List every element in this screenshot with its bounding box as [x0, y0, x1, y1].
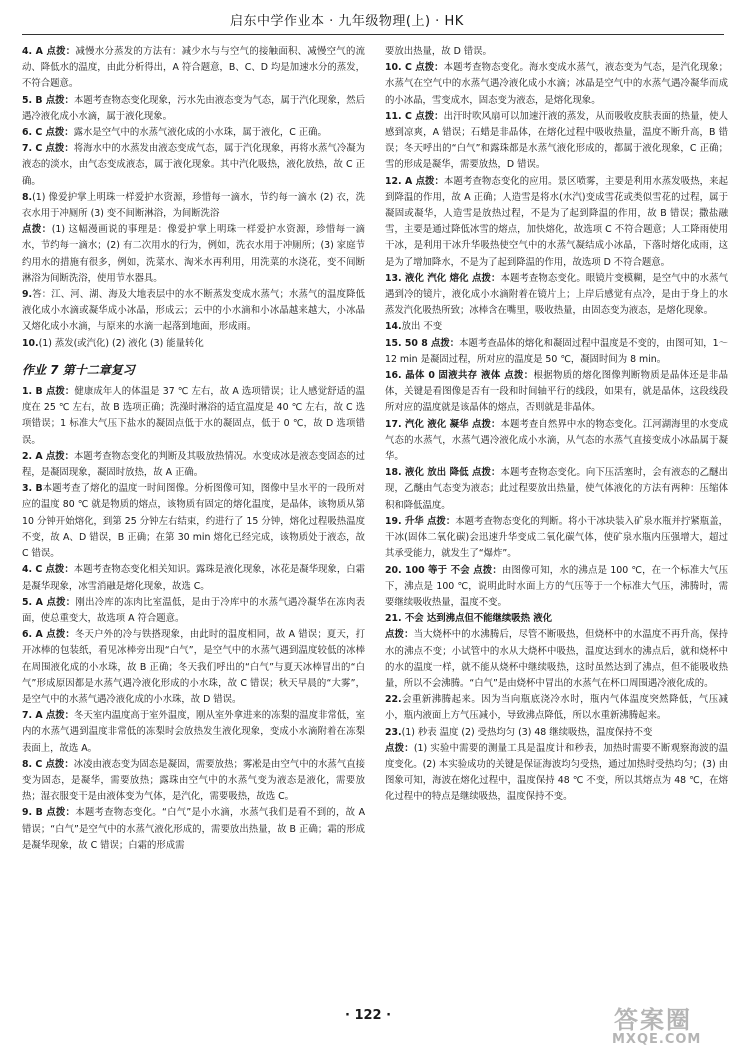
answer-text: 冰凌由液态变为固态是凝固，需要放热；雾凇是由空气中的水蒸气直接变为固态，是凝华，需要放热；露珠由空气中的水蒸气变为液态是液化，需要放热；湿衣服变干是由液体变为气体，是汽化，需要吸热，故选 C。	[22, 758, 365, 803]
answer-head: 4. A 点拨：	[22, 46, 76, 57]
right-column	[385, 44, 728, 806]
answer-head: 6. A 点拨：	[22, 629, 75, 641]
answer-item	[385, 44, 728, 60]
answer-text: 露水是空气中的水蒸气液化成的小水珠，属于液化，C 正确。	[73, 127, 327, 139]
answer-head: 7. A 点拨：	[22, 710, 75, 722]
answer-item	[22, 562, 365, 594]
answer-head: 1. B 点拨：	[22, 386, 75, 398]
answer-text: 本题考查物态变化的应用。景区喷雾，主要是利用水蒸发吸热，来起到降温的作用，故 A 正确；人造雪是将水(水汽)变成雪花或类似雪花的过程，属于凝固或凝华，人造雪是放热过程，不是为了起到降温的作用，故 B 错误；撒盐融雪，主要是通过降低冰雪的熔点，加快熔化，故选项 C 不符合题意；人工降雨使用干冰，是利用干冰升华吸热使空气中的水蒸气凝结成小冰晶，下落时熔化成雨，这是为了增加降水，不是为了起到降温的作用，故选项 D 不符合题意。	[385, 175, 728, 268]
answer-item	[385, 417, 728, 466]
answer-head: 点拨：	[22, 224, 52, 236]
answer-head: 10. C 点拨：	[385, 62, 444, 74]
answer-head: 7. C 点拨：	[22, 143, 74, 155]
answer-head: 22.	[385, 694, 402, 706]
answer-text: 本题考查物态变化。海水变成水蒸气，液态变为气态，是汽化现象；水蒸气在空气中的水蒸气遇冷液化成小水滴；冰晶是空气中的水蒸气遇冷凝华而成的小冰晶，雪变成水，固态变为液态，是熔化现象。	[385, 62, 728, 106]
answer-item	[385, 514, 728, 563]
answer-text: 出汗时吹风扇可以加速汗液的蒸发，从而吸收皮肤表面的热量，使人感到凉爽，A 错误；石蜡是非晶体，在熔化过程中吸收热量，温度不断升高，B 错误；冬天呼出的“白气”和露珠都是水蒸气液化形成的，都属于液化现象，C 正确；雪的形成是凝华，需要放热，D 错误。	[385, 110, 728, 171]
answer-text: 健康成年人的体温是 37 ℃ 左右，故 A 选项错误；让人感觉舒适的温度在 25 ℃ 左右，故 B 选项正确；洗澡时淋浴的适宜温度是 40 ℃ 左右，故 C 选项错误；1 标准大气压下盐水的凝固点低于水的凝固点，低于 0 ℃，故 D 选项错误。	[22, 386, 365, 446]
answer-item	[385, 319, 728, 335]
answer-text: 本题考查物态变化相关知识。露珠是液化现象，冰花是凝华现象，白霜是凝华现象，冰雪消融是熔化现象，故选 C。	[22, 564, 365, 592]
answer-item	[22, 222, 365, 287]
answer-head: 18. 液化 放出 降低 点拨：	[385, 467, 501, 479]
answer-head: 8. C 点拨：	[22, 758, 74, 770]
answer-text: 本题考查物态变化的判断。将小干冰块装入矿泉水瓶并拧紧瓶盖，干冰(固体二氧化碳)会迅速升华变成二氧化碳气体，使矿泉水瓶内压强增大，超过其承受能力，就发生了“爆炸”。	[385, 515, 728, 560]
answer-item	[22, 93, 365, 125]
answer-text: 由图像可知，水的沸点是 100 ℃，在一个标准大气压下，沸点是 100 ℃，说明此时水面上方的气压等于一个标准大气压，沸腾时，需要继续吸收热量，温度不变。	[385, 564, 729, 608]
section-title: 作业 7 第十二章复习	[22, 362, 135, 377]
answer-head: 6. C 点拨：	[22, 127, 74, 139]
answer-item	[22, 708, 365, 757]
answer-item	[22, 141, 365, 190]
answer-item	[22, 384, 365, 449]
answer-head: 13. 液化 汽化 熔化 点拨：	[385, 272, 501, 284]
left-column	[22, 44, 365, 854]
answer-head: 9. B 点拨：	[22, 807, 76, 819]
answer-text: 本题考查物态变化的判断及其吸放热情况。水变成冰是液态变固态的过程，是凝固现象，凝固时放热，故 A 正确。	[22, 450, 365, 479]
answer-item	[385, 627, 728, 692]
answer-item	[22, 336, 365, 352]
answer-text: 减慢水分蒸发的方法有：减少水与与空气的接触面积、减慢空气的流动、降低水的温度，由此分析得出，A 符合题意，B、C、D 均是加速水分的蒸发，不符合题意。	[22, 46, 365, 90]
answer-head: 4. C 点拨：	[22, 564, 74, 576]
answer-list-chapter-review-part1	[22, 44, 365, 352]
answer-head: 14.	[385, 321, 402, 333]
answer-list-right	[385, 44, 728, 806]
answer-text: 将海水中的水蒸发由液态变成气态，属于汽化现象，再将水蒸气冷凝为液态的淡水，由气态变成液态，属于液化现象。其中汽化吸热，液化放热，故 C 正确。	[22, 143, 365, 187]
answer-head: 23.	[385, 726, 402, 738]
answer-text: 本题考查物态变化。“白气”是小水滴，水蒸气我们是看不到的，故 A 错误；“白气”是空气中的水蒸气液化形成的，需要放出热量，故 B 正确；霜的形成是凝华现象，故 C 错误；白霜的形成需	[22, 807, 365, 851]
answer-text: 根据物质的熔化图像判断物质是晶体还是非晶体，关键是看图像是否有一段和时间轴平行的线段，如果有，就是晶体，这段线段所对应的温度就是该晶体的熔点，否则就是非晶体。	[385, 370, 728, 414]
answer-item	[22, 481, 365, 562]
answer-text: 答：江、河、湖、海及大地表层中的水不断蒸发变成水蒸气；水蒸气的温度降低液化成小水滴或凝华成小冰晶，形成云；云中的小水滴和小冰晶越来越大，小冰晶又熔化成小水滴，与原来的水滴一起落到地面，形成雨。	[22, 289, 365, 333]
answer-head: 17. 汽化 液化 凝华 点拨：	[385, 418, 501, 430]
answer-text: (1) 实验中需要的测量工具是温度计和秒表，加热时需要不断观察海波的温度变化。(2) 本实验成功的关键是保证海波均匀受热，通过加热时受热均匀；(3) 由图象可知，海波在熔化过程中，温度保持 48 ℃ 不变，所以其熔点为 48 ℃，在熔化过程中的特点是继续吸热，温度保持不变。	[385, 742, 728, 803]
answer-item	[385, 692, 728, 724]
answer-text: (1) 秒表 温度 (2) 受热均匀 (3) 48 继续吸热，温度保持不变	[401, 726, 653, 738]
answer-head: 5. A 点拨：	[22, 596, 76, 608]
answer-text: 本题考查晶体的熔化和凝固过程中温度是不变的，由图可知，1～12 min 是凝固过程，所对应的温度是 50 ℃，凝固时间为 8 min。	[385, 337, 728, 365]
answer-item	[385, 725, 728, 741]
answer-item	[385, 465, 728, 514]
answer-text: 本题考查物态变化现象，污水先由液态变为气态，属于汽化现象，然后遇冷液化成小水滴，属于液化现象。	[22, 94, 365, 122]
answer-head: 15. 50 8 点拨：	[385, 337, 460, 349]
answer-text: 冬天户外的冷与铁搭现象，由此时的温度相同，故 A 错误；夏天，打开冰棒的包装纸，看见冰棒旁出现“白气”，是空气中的水蒸气遇到温度较低的冰棒在周围液化成的小水珠，故 B 正确；冬天我们呼出的“白气”与夏天冰棒冒出的“白气”形成原因都是水蒸气遇冷液化形成的小水珠，故 C 错误；秋天早晨的“大雾”，是空气中的水蒸气遇冷液化成的小水珠，故 D 错误。	[22, 629, 365, 705]
answer-item	[385, 60, 728, 109]
header-rule	[22, 34, 724, 35]
answer-item	[22, 125, 365, 141]
answer-head: 8.	[22, 191, 33, 203]
answer-head: 2. A 点拨：	[22, 450, 75, 462]
answer-text: 冬天室内温度高于室外温度，刚从室外拿进来的冻梨的温度非常低，室内的水蒸气遇到温度非常低的冻梨时会放热发生液化现象，变成小水滴附着在冻梨表面上，故选 A。	[22, 710, 365, 754]
answer-item	[385, 611, 728, 627]
answer-head: 点拨：	[385, 629, 414, 641]
answer-item	[385, 741, 728, 806]
answer-text: 本题考查了熔化的温度一时间图像。分析图像可知，图像中呈水平的一段所对应的温度 80 ℃ 就是物质的熔点，该物质有固定的熔化温度，是晶体，该物质从第 10 分钟开始熔化，到第 25 分钟左右结束，约进行了 15 分钟，熔化过程吸热温度不变，故 A、D 错误，B 正确；在第 30 min 熔化已经完成，该物质处于液态，故 C 错误。	[22, 483, 365, 560]
header-title: 启东中学作业本 · 九年级物理(上) · HK	[230, 14, 464, 29]
answer-item	[22, 190, 365, 222]
answer-item	[385, 368, 728, 417]
answer-item	[22, 805, 365, 854]
answer-item	[22, 595, 365, 627]
answer-item	[385, 271, 728, 320]
answer-item	[22, 627, 365, 708]
answer-text: (1) 蒸发(或汽化) (2) 液化 (3) 能量转化	[38, 337, 204, 349]
answer-head: 21. 不会 达到沸点但不能继续吸热 液化	[385, 613, 553, 625]
answer-list-chapter-review-part2	[22, 384, 365, 854]
answer-text: 本题考查物态变化。眼镜片变模糊，是空气中的水蒸气遇到冷的镜片，液化成小水滴附着在镜片上；上岸后感觉有点冷，是由于身上的水蒸发汽化吸热所致；冰棒含在嘴里，吸收热量，由固态变为液态，是熔化现象。	[385, 272, 728, 317]
answer-head: 11. C 点拨：	[385, 110, 444, 122]
answer-text: 本题考查物态变化。向下压活塞时，会有液态的乙醚出现，乙醚由气态变为液态；此过程要放出热量，使气体液化的方法有两种：压缩体积和降低温度。	[385, 467, 728, 511]
answer-head: 16. 晶体 0 固液共存 液体 点拨：	[385, 370, 534, 382]
answer-text: 放出 不变	[401, 321, 443, 333]
answer-head: 点拨：	[385, 742, 414, 754]
answer-head: 3. B	[22, 483, 43, 495]
answer-item	[385, 336, 728, 368]
watermark-logo	[610, 1000, 740, 1050]
page-number: · 122 ·	[345, 1008, 392, 1023]
page-header	[0, 0, 750, 40]
answer-head: 12. A 点拨：	[385, 175, 444, 187]
answer-item	[22, 44, 365, 93]
answer-text: 要放出热量，故 D 错误。	[385, 46, 492, 57]
answer-text: (1) 这幅漫画说的事理是：像爱护掌上明珠一样爱护水资源，珍惜每一滴水，节约每一滴水；(2) 有二次用水的行为，例如，洗衣水用于冲厕所；(3) 家庭节约用水的措施有很多，例如，洗菜水、淘米水再利用，用洗菜的水浇花，变不间断淋浴为间断洗浴，使用节水器具。	[22, 224, 365, 284]
answer-head: 10.	[22, 337, 39, 349]
answer-item	[22, 287, 365, 336]
answer-head: 9.	[22, 289, 33, 301]
answer-text: 刚出冷库的冻肉比室温低，是由于冷库中的水蒸气遇冷凝华在冻肉表面，使总重变大，故选项 A 符合题意。	[22, 596, 365, 624]
watermark-text-top: 答案圈	[614, 1006, 692, 1034]
answer-text: (1) 像爱护掌上明珠一样爱护水资源，珍惜每一滴水，节约每一滴水 (2) 衣，洗衣水用于冲厕所 (3) 变不间断淋浴，为间断洗浴	[22, 191, 365, 220]
answer-head: 20. 100 等于 不会 点拨：	[385, 564, 502, 576]
answer-item	[22, 757, 365, 806]
answer-text: 当大烧杯中的水沸腾后，尽管不断吸热，但烧杯中的水温度不再升高，保持水的沸点不变；小试管中的水从大烧杯中吸热，温度达到水的沸点后，就和烧杯中的水的温度一样，就不能从烧杯中继续吸热，这时虽然达到了沸点，但不能吸收热量，所以不会沸腾。“白气”是由烧杯中冒出的水蒸气在杯口周围遇冷液化成的。	[385, 629, 728, 689]
watermark-text-bottom: MXQE.COM	[612, 1032, 702, 1047]
answer-text: 会重新沸腾起来。因为当向瓶底浇冷水时，瓶内气体温度突然降低，气压减小，瓶内液面上方气压减小，导致沸点降低，所以水重新沸腾起来。	[385, 694, 728, 722]
answer-head: 5. B 点拨：	[22, 94, 74, 106]
answer-head: 19. 升华 点拨：	[385, 515, 456, 527]
answer-item	[22, 449, 365, 481]
answer-text: 本题考查自然界中水的物态变化。江河湖海里的水变成气态的水蒸气，水蒸气遇冷液化成小水滴，从气态的水蒸气直接变成小冰晶属于凝华。	[385, 418, 728, 463]
answer-item	[385, 109, 728, 174]
answer-item	[385, 563, 728, 612]
answer-item	[385, 174, 728, 271]
